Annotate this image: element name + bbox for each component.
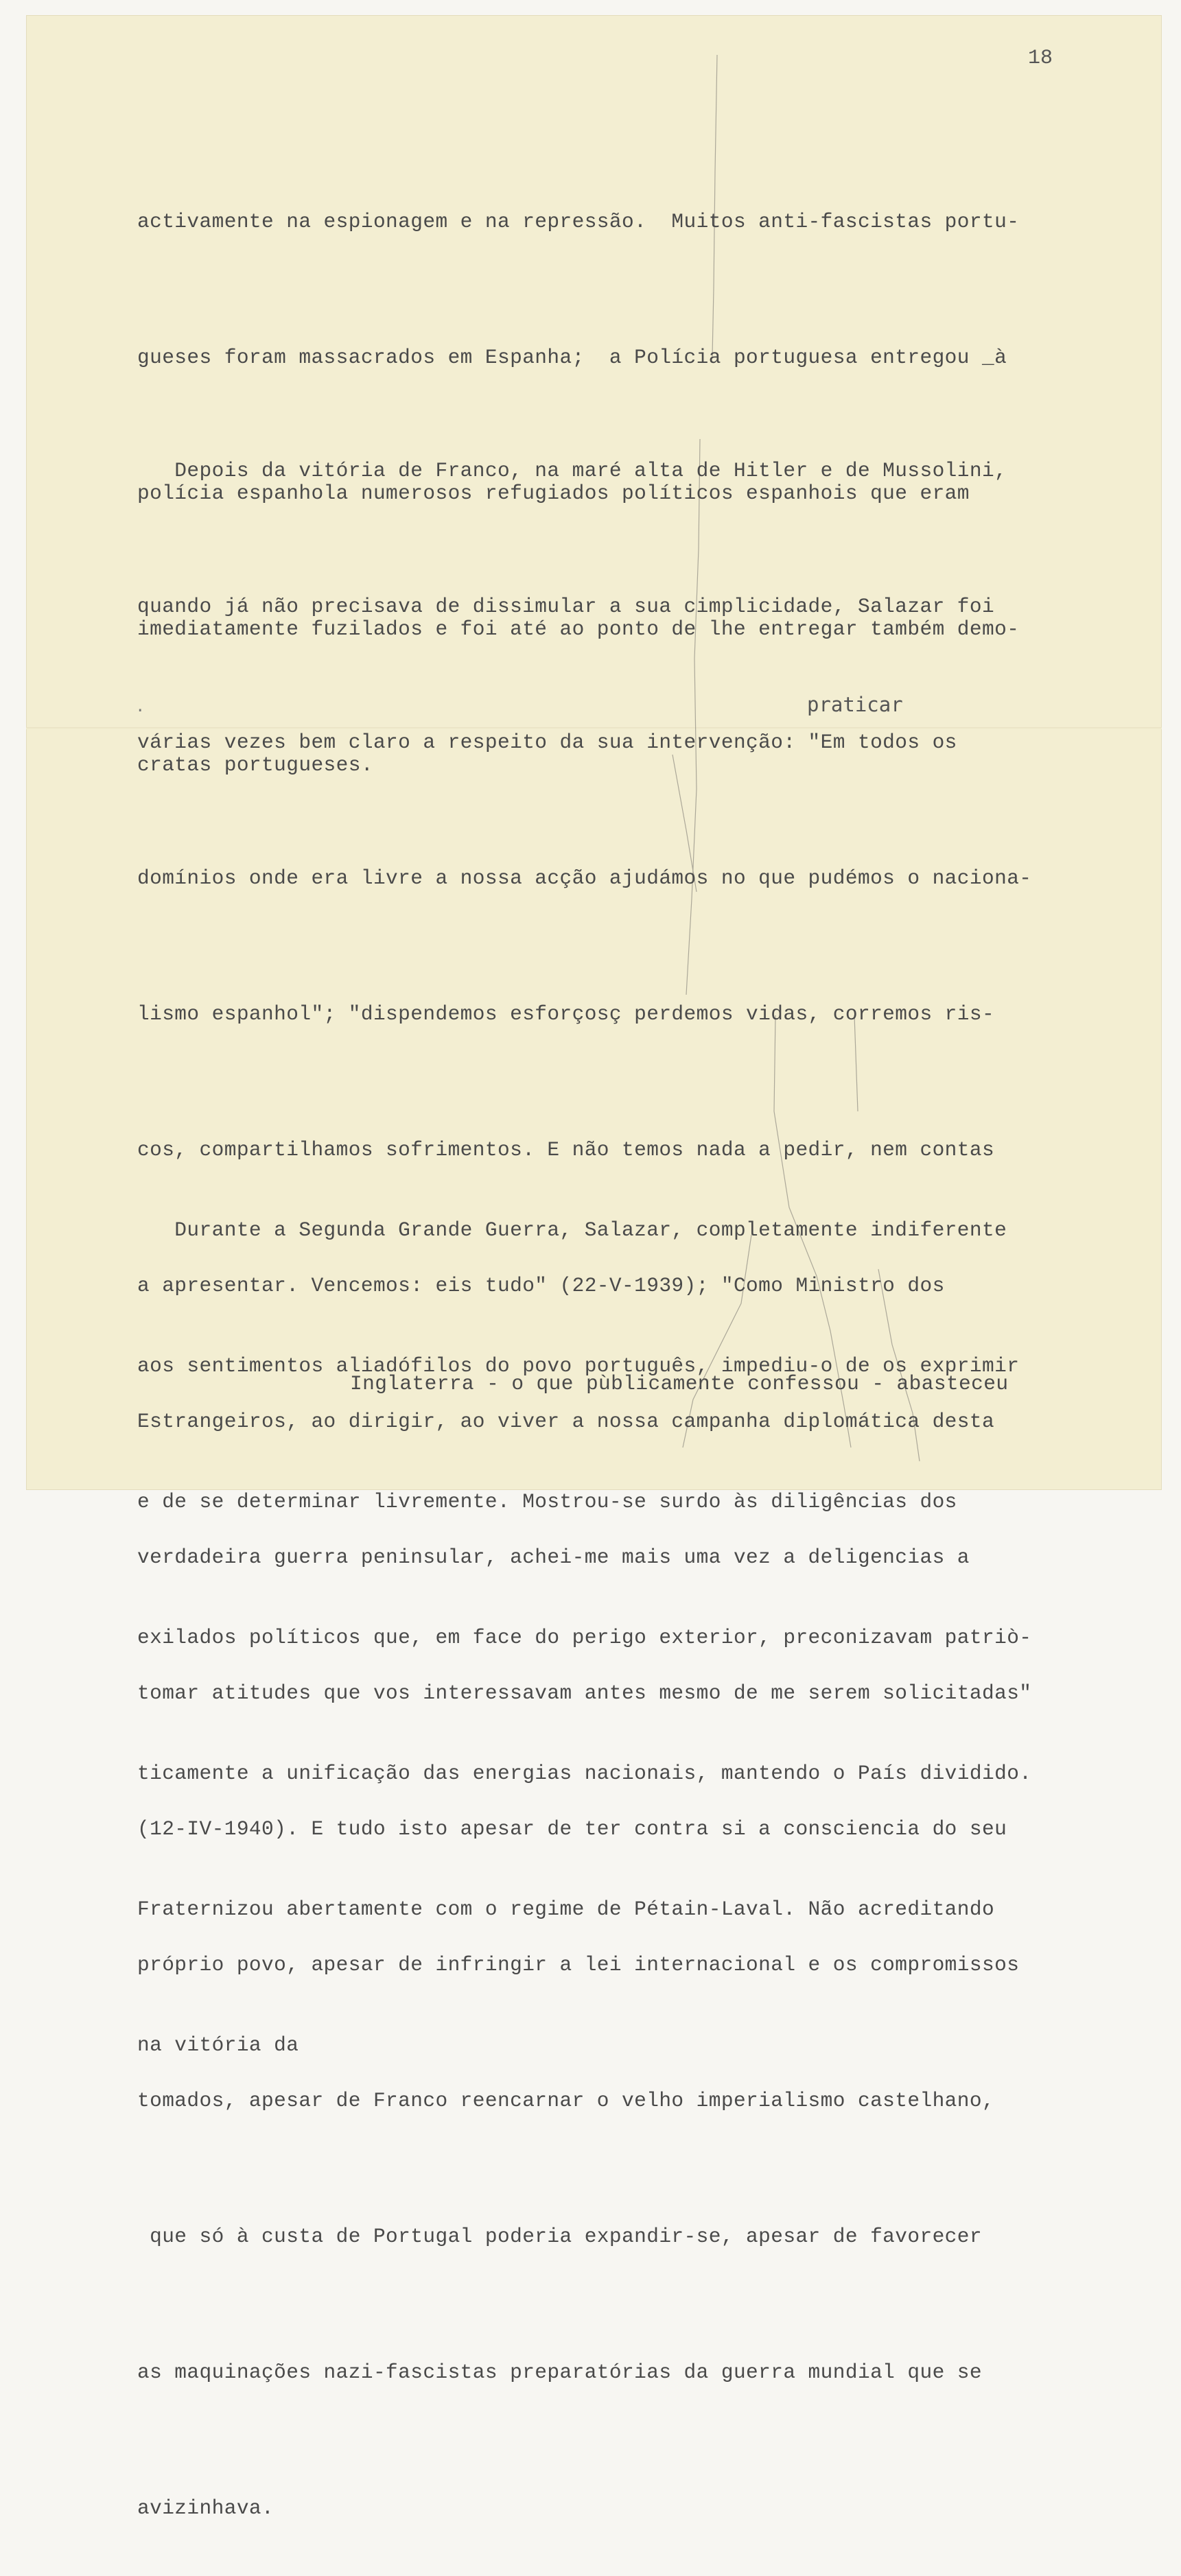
text-line: as maquinações nazi-fascistas preparatórias da guerra mundial que se	[137, 2361, 982, 2384]
text-line: Fraternizou abertamente com o regime de Pétain-Laval. Não acreditando	[137, 1898, 995, 1921]
text-line: cratas portugueses.	[137, 753, 373, 777]
text-line: Depois da vitória de Franco, na maré alta de Hitler e de Mussolini,	[137, 459, 1007, 482]
text-line: que só à custa de Portugal poderia expandir-se, apesar de favorecer	[137, 2225, 982, 2248]
text-line: gueses foram massacrados em Espanha; a Polícia portuguesa entregou _à	[137, 346, 1007, 369]
text-line: aos sentimentos aliadófilos do povo português, impediu-o de os exprimir	[137, 1354, 1020, 1378]
text-line: verdadeira guerra peninsular, achei-me mais uma vez a deligencias a	[137, 1546, 970, 1569]
margin-mark: .	[135, 698, 145, 717]
text-line: a apresentar. Vencemos: eis tudo" (22-V-1939); "Como Ministro dos	[137, 1274, 945, 1297]
text-line: tomar atitudes que vos interessavam antes mesmo de me serem solicitadas"	[137, 1681, 1032, 1705]
text-line: tomados, apesar de Franco reencarnar o velho imperialismo castelhano,	[137, 2089, 995, 2112]
text-line: activamente na espionagem e na repressão. Muitos anti-fascistas portu-	[137, 210, 1020, 233]
page-number: 18	[1028, 47, 1053, 70]
text-line: próprio povo, apesar de infringir a lei internacional e os compromissos	[137, 1953, 1020, 1976]
text-line: domínios onde era livre a nossa acção ajudámos no que pudémos o naciona-	[137, 866, 1032, 890]
text-line: Durante a Segunda Grande Guerra, Salazar, completamente indiferente	[137, 1218, 1007, 1242]
text-line: cos, compartilhamos sofrimentos. E não temos nada a pedir, nem contas	[137, 1138, 995, 1161]
retyped-line: Inglaterra - o que pùblicamente confessou - abasteceu	[350, 1372, 1009, 1395]
text-line: e de se determinar livremente. Mostrou-se surdo às diligências dos	[137, 1490, 957, 1513]
text-line: (12-IV-1940). E tudo isto apesar de ter contra si a consciencia do seu	[137, 1817, 1007, 1841]
text-line: avizinhava.	[137, 2496, 274, 2520]
text-line: ticamente a unificação das energias nacionais, mantendo o País dividido.	[137, 1762, 1032, 1785]
text-line: polícia espanhola numerosos refugiados políticos espanhois que eram	[137, 482, 970, 505]
handwritten-correction: praticar	[807, 693, 903, 716]
text-line: imediatamente fuzilados e foi até ao ponto de lhe entregar também demo-	[137, 617, 1020, 641]
text-line: Estrangeiros, ao dirigir, ao viver a nossa campanha diplomática desta	[137, 1410, 995, 1433]
text-line: na vitória da	[137, 2033, 299, 2057]
text-line: lismo espanhol"; "dispendemos esforçosç perdemos vidas, corremos ris-	[137, 1002, 995, 1026]
text-line: várias vezes bem claro a respeito da sua intervenção: "Em todos os	[137, 731, 957, 754]
text-line: quando já não precisava de dissimular a sua cimplicidade, Salazar foi	[137, 595, 995, 618]
paragraph-3	[137, 1117, 1139, 2113]
text-line: exilados políticos que, em face do perigo exterior, preconizavam patriò-	[137, 1626, 1032, 1649]
